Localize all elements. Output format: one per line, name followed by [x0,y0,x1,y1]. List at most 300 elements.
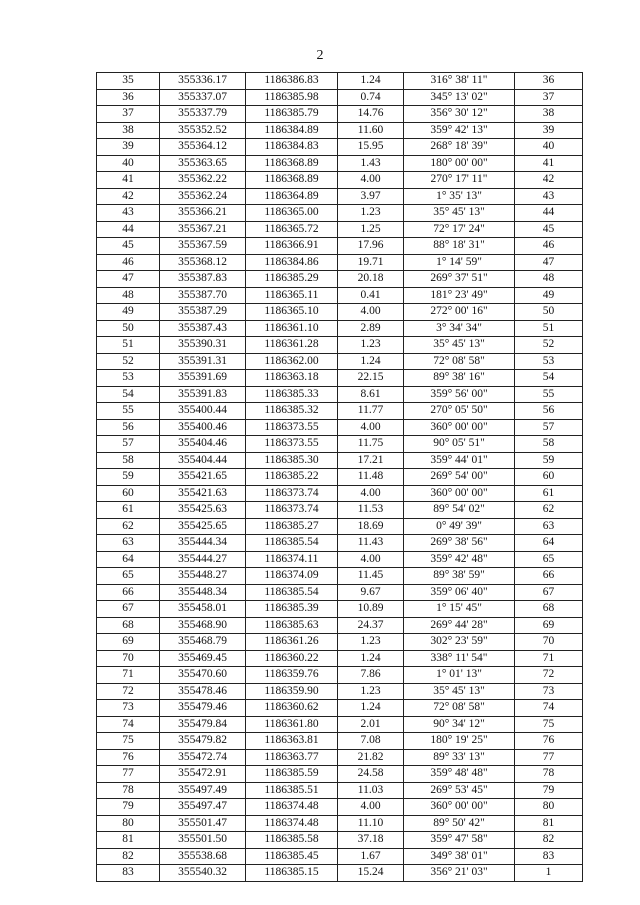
y-coordinate-cell: 1186374.48 [246,815,338,832]
point-from-cell: 38 [97,122,160,139]
x-coordinate-cell: 355367.59 [160,238,246,255]
point-to-cell: 47 [515,254,583,271]
table-row [97,188,583,205]
bearing-cell: 180° 19' 25" [404,733,515,750]
table-row [97,469,583,486]
table-row [97,799,583,816]
y-coordinate-cell: 1186385.58 [246,832,338,849]
point-to-cell: 48 [515,271,583,288]
distance-cell: 7.86 [338,667,404,684]
point-from-cell: 72 [97,683,160,700]
point-from-cell: 78 [97,782,160,799]
bearing-cell: 1° 15' 45" [404,601,515,618]
bearing-cell: 359° 42' 48" [404,551,515,568]
y-coordinate-cell: 1186368.89 [246,155,338,172]
bearing-cell: 345° 13' 02" [404,89,515,106]
x-coordinate-cell: 355501.47 [160,815,246,832]
table-row [97,320,583,337]
point-to-cell: 69 [515,617,583,634]
point-to-cell: 42 [515,172,583,189]
distance-cell: 11.77 [338,403,404,420]
bearing-cell: 3° 34' 34" [404,320,515,337]
point-from-cell: 59 [97,469,160,486]
x-coordinate-cell: 355497.47 [160,799,246,816]
bearing-cell: 72° 08' 58" [404,353,515,370]
bearing-cell: 269° 38' 56" [404,535,515,552]
point-to-cell: 38 [515,106,583,123]
y-coordinate-cell: 1186363.77 [246,749,338,766]
bearing-cell: 1° 14' 59" [404,254,515,271]
y-coordinate-cell: 1186360.22 [246,650,338,667]
bearing-cell: 359° 44' 01" [404,452,515,469]
y-coordinate-cell: 1186361.28 [246,337,338,354]
distance-cell: 1.24 [338,650,404,667]
bearing-cell: 359° 56' 00" [404,386,515,403]
table-row [97,89,583,106]
y-coordinate-cell: 1186385.29 [246,271,338,288]
bearing-cell: 72° 17' 24" [404,221,515,238]
point-from-cell: 57 [97,436,160,453]
y-coordinate-cell: 1186365.00 [246,205,338,222]
point-from-cell: 62 [97,518,160,535]
table-row [97,205,583,222]
distance-cell: 18.69 [338,518,404,535]
point-to-cell: 65 [515,551,583,568]
table-row [97,848,583,865]
y-coordinate-cell: 1186374.09 [246,568,338,585]
y-coordinate-cell: 1186363.81 [246,733,338,750]
x-coordinate-cell: 355497.49 [160,782,246,799]
x-coordinate-cell: 355479.82 [160,733,246,750]
point-from-cell: 75 [97,733,160,750]
x-coordinate-cell: 355468.90 [160,617,246,634]
point-to-cell: 56 [515,403,583,420]
x-coordinate-cell: 355367.21 [160,221,246,238]
point-from-cell: 45 [97,238,160,255]
point-from-cell: 51 [97,337,160,354]
point-from-cell: 81 [97,832,160,849]
table-row [97,287,583,304]
x-coordinate-cell: 355337.07 [160,89,246,106]
table-row [97,73,583,90]
distance-cell: 0.74 [338,89,404,106]
distance-cell: 11.43 [338,535,404,552]
point-from-cell: 79 [97,799,160,816]
point-from-cell: 43 [97,205,160,222]
page-number: 2 [316,48,324,63]
point-from-cell: 63 [97,535,160,552]
y-coordinate-cell: 1186385.79 [246,106,338,123]
bearing-cell: 302° 23' 59" [404,634,515,651]
bearing-cell: 359° 42' 13" [404,122,515,139]
point-to-cell: 57 [515,419,583,436]
x-coordinate-cell: 355479.84 [160,716,246,733]
y-coordinate-cell: 1186385.22 [246,469,338,486]
point-to-cell: 81 [515,815,583,832]
distance-cell: 4.00 [338,419,404,436]
distance-cell: 8.61 [338,386,404,403]
bearing-cell: 1° 35' 13" [404,188,515,205]
y-coordinate-cell: 1186368.89 [246,172,338,189]
table-row [97,254,583,271]
x-coordinate-cell: 355540.32 [160,865,246,882]
distance-cell: 2.89 [338,320,404,337]
y-coordinate-cell: 1186373.55 [246,419,338,436]
point-from-cell: 74 [97,716,160,733]
table-row [97,832,583,849]
point-from-cell: 52 [97,353,160,370]
y-coordinate-cell: 1186385.54 [246,535,338,552]
y-coordinate-cell: 1186374.48 [246,799,338,816]
point-from-cell: 50 [97,320,160,337]
table-row [97,700,583,717]
point-to-cell: 63 [515,518,583,535]
distance-cell: 0.41 [338,287,404,304]
point-from-cell: 73 [97,700,160,717]
x-coordinate-cell: 355363.65 [160,155,246,172]
point-from-cell: 77 [97,766,160,783]
x-coordinate-cell: 355337.79 [160,106,246,123]
x-coordinate-cell: 355478.46 [160,683,246,700]
bearing-cell: 269° 37' 51" [404,271,515,288]
table-row [97,452,583,469]
y-coordinate-cell: 1186359.90 [246,683,338,700]
bearing-cell: 269° 54' 00" [404,469,515,486]
distance-cell: 20.18 [338,271,404,288]
y-coordinate-cell: 1186359.76 [246,667,338,684]
table-row [97,139,583,156]
y-coordinate-cell: 1186365.72 [246,221,338,238]
table-row [97,650,583,667]
y-coordinate-cell: 1186385.15 [246,865,338,882]
bearing-cell: 272° 00' 16" [404,304,515,321]
table-row [97,502,583,519]
x-coordinate-cell: 355479.46 [160,700,246,717]
x-coordinate-cell: 355391.83 [160,386,246,403]
y-coordinate-cell: 1186385.54 [246,584,338,601]
point-to-cell: 82 [515,832,583,849]
bearing-cell: 89° 50' 42" [404,815,515,832]
bearing-cell: 359° 06' 40" [404,584,515,601]
y-coordinate-cell: 1186361.10 [246,320,338,337]
y-coordinate-cell: 1186361.26 [246,634,338,651]
point-from-cell: 69 [97,634,160,651]
distance-cell: 1.24 [338,353,404,370]
x-coordinate-cell: 355387.43 [160,320,246,337]
bearing-cell: 270° 17' 11" [404,172,515,189]
table-row [97,172,583,189]
x-coordinate-cell: 355448.34 [160,584,246,601]
bearing-cell: 35° 45' 13" [404,683,515,700]
bearing-cell: 359° 47' 58" [404,832,515,849]
distance-cell: 1.67 [338,848,404,865]
y-coordinate-cell: 1186365.11 [246,287,338,304]
x-coordinate-cell: 355444.34 [160,535,246,552]
point-from-cell: 54 [97,386,160,403]
x-coordinate-cell: 355364.12 [160,139,246,156]
point-to-cell: 58 [515,436,583,453]
bearing-cell: 90° 05' 51" [404,436,515,453]
y-coordinate-cell: 1186364.89 [246,188,338,205]
bearing-cell: 181° 23' 49" [404,287,515,304]
bearing-cell: 360° 00' 00" [404,799,515,816]
point-from-cell: 47 [97,271,160,288]
distance-cell: 7.08 [338,733,404,750]
point-to-cell: 73 [515,683,583,700]
point-to-cell: 76 [515,733,583,750]
table-row [97,568,583,585]
point-to-cell: 51 [515,320,583,337]
point-from-cell: 65 [97,568,160,585]
y-coordinate-cell: 1186373.74 [246,485,338,502]
x-coordinate-cell: 355391.31 [160,353,246,370]
point-from-cell: 76 [97,749,160,766]
point-to-cell: 45 [515,221,583,238]
distance-cell: 21.82 [338,749,404,766]
bearing-cell: 349° 38' 01" [404,848,515,865]
x-coordinate-cell: 355362.24 [160,188,246,205]
point-from-cell: 49 [97,304,160,321]
table-row [97,766,583,783]
bearing-cell: 88° 18' 31" [404,238,515,255]
y-coordinate-cell: 1186366.91 [246,238,338,255]
distance-cell: 11.60 [338,122,404,139]
x-coordinate-cell: 355400.44 [160,403,246,420]
point-from-cell: 82 [97,848,160,865]
distance-cell: 3.97 [338,188,404,205]
point-to-cell: 36 [515,73,583,90]
table-row [97,238,583,255]
distance-cell: 1.25 [338,221,404,238]
distance-cell: 11.48 [338,469,404,486]
point-from-cell: 60 [97,485,160,502]
point-to-cell: 54 [515,370,583,387]
x-coordinate-cell: 355404.44 [160,452,246,469]
point-to-cell: 41 [515,155,583,172]
bearing-cell: 269° 44' 28" [404,617,515,634]
table-row [97,221,583,238]
x-coordinate-cell: 355387.83 [160,271,246,288]
table-row [97,733,583,750]
distance-cell: 10.89 [338,601,404,618]
bearing-cell: 89° 38' 16" [404,370,515,387]
point-from-cell: 53 [97,370,160,387]
point-to-cell: 64 [515,535,583,552]
bearing-cell: 360° 00' 00" [404,419,515,436]
point-from-cell: 44 [97,221,160,238]
table-row [97,551,583,568]
point-from-cell: 70 [97,650,160,667]
x-coordinate-cell: 355444.27 [160,551,246,568]
distance-cell: 11.45 [338,568,404,585]
bearing-cell: 89° 33' 13" [404,749,515,766]
y-coordinate-cell: 1186385.33 [246,386,338,403]
point-to-cell: 68 [515,601,583,618]
point-to-cell: 44 [515,205,583,222]
point-from-cell: 48 [97,287,160,304]
distance-cell: 1.43 [338,155,404,172]
coordinates-table [96,72,583,882]
x-coordinate-cell: 355468.79 [160,634,246,651]
point-from-cell: 35 [97,73,160,90]
x-coordinate-cell: 355368.12 [160,254,246,271]
table-row [97,304,583,321]
point-from-cell: 36 [97,89,160,106]
point-to-cell: 59 [515,452,583,469]
distance-cell: 11.10 [338,815,404,832]
x-coordinate-cell: 355472.74 [160,749,246,766]
point-from-cell: 67 [97,601,160,618]
point-to-cell: 70 [515,634,583,651]
distance-cell: 11.03 [338,782,404,799]
x-coordinate-cell: 355425.63 [160,502,246,519]
y-coordinate-cell: 1186365.10 [246,304,338,321]
bearing-cell: 270° 05' 50" [404,403,515,420]
x-coordinate-cell: 355538.68 [160,848,246,865]
point-to-cell: 49 [515,287,583,304]
x-coordinate-cell: 355387.70 [160,287,246,304]
table-row [97,535,583,552]
bearing-cell: 356° 21' 03" [404,865,515,882]
table-row [97,601,583,618]
distance-cell: 15.24 [338,865,404,882]
bearing-cell: 356° 30' 12" [404,106,515,123]
distance-cell: 4.00 [338,304,404,321]
bearing-cell: 359° 48' 48" [404,766,515,783]
table-row [97,271,583,288]
x-coordinate-cell: 355404.46 [160,436,246,453]
distance-cell: 1.23 [338,683,404,700]
point-to-cell: 83 [515,848,583,865]
distance-cell: 1.24 [338,700,404,717]
distance-cell: 4.00 [338,172,404,189]
table-row [97,865,583,882]
bearing-cell: 268° 18' 39" [404,139,515,156]
x-coordinate-cell: 355425.65 [160,518,246,535]
table-row [97,518,583,535]
bearing-cell: 1° 01' 13" [404,667,515,684]
point-to-cell: 39 [515,122,583,139]
bearing-cell: 338° 11' 54" [404,650,515,667]
distance-cell: 22.15 [338,370,404,387]
distance-cell: 11.75 [338,436,404,453]
distance-cell: 17.96 [338,238,404,255]
x-coordinate-cell: 355472.91 [160,766,246,783]
point-to-cell: 52 [515,337,583,354]
distance-cell: 14.76 [338,106,404,123]
point-from-cell: 71 [97,667,160,684]
y-coordinate-cell: 1186385.51 [246,782,338,799]
bearing-cell: 72° 08' 58" [404,700,515,717]
table-row [97,667,583,684]
y-coordinate-cell: 1186385.59 [246,766,338,783]
bearing-cell: 35° 45' 13" [404,205,515,222]
distance-cell: 1.23 [338,634,404,651]
point-to-cell: 80 [515,799,583,816]
point-from-cell: 40 [97,155,160,172]
y-coordinate-cell: 1186384.86 [246,254,338,271]
x-coordinate-cell: 355352.52 [160,122,246,139]
table-row [97,584,583,601]
table-row [97,683,583,700]
x-coordinate-cell: 355390.31 [160,337,246,354]
y-coordinate-cell: 1186385.45 [246,848,338,865]
x-coordinate-cell: 355362.22 [160,172,246,189]
point-from-cell: 66 [97,584,160,601]
distance-cell: 24.58 [338,766,404,783]
y-coordinate-cell: 1186386.83 [246,73,338,90]
table-row [97,815,583,832]
point-from-cell: 42 [97,188,160,205]
bearing-cell: 89° 54' 02" [404,502,515,519]
point-to-cell: 74 [515,700,583,717]
distance-cell: 1.23 [338,205,404,222]
point-to-cell: 71 [515,650,583,667]
distance-cell: 4.00 [338,551,404,568]
point-from-cell: 61 [97,502,160,519]
x-coordinate-cell: 355470.60 [160,667,246,684]
table-row [97,749,583,766]
point-from-cell: 37 [97,106,160,123]
x-coordinate-cell: 355421.65 [160,469,246,486]
table-row [97,617,583,634]
bearing-cell: 269° 53' 45" [404,782,515,799]
distance-cell: 2.01 [338,716,404,733]
point-to-cell: 75 [515,716,583,733]
point-to-cell: 43 [515,188,583,205]
x-coordinate-cell: 355391.69 [160,370,246,387]
point-from-cell: 55 [97,403,160,420]
point-to-cell: 37 [515,89,583,106]
y-coordinate-cell: 1186385.32 [246,403,338,420]
table-row [97,337,583,354]
table-row [97,634,583,651]
point-to-cell: 77 [515,749,583,766]
point-to-cell: 1 [515,865,583,882]
bearing-cell: 180° 00' 00" [404,155,515,172]
distance-cell: 4.00 [338,485,404,502]
distance-cell: 1.23 [338,337,404,354]
distance-cell: 15.95 [338,139,404,156]
point-from-cell: 64 [97,551,160,568]
point-from-cell: 80 [97,815,160,832]
distance-cell: 1.24 [338,73,404,90]
table-row [97,782,583,799]
bearing-cell: 35° 45' 13" [404,337,515,354]
point-from-cell: 83 [97,865,160,882]
point-to-cell: 67 [515,584,583,601]
point-to-cell: 79 [515,782,583,799]
point-from-cell: 58 [97,452,160,469]
table-row [97,106,583,123]
point-to-cell: 53 [515,353,583,370]
point-to-cell: 55 [515,386,583,403]
y-coordinate-cell: 1186384.83 [246,139,338,156]
table-row [97,155,583,172]
y-coordinate-cell: 1186385.30 [246,452,338,469]
distance-cell: 4.00 [338,799,404,816]
x-coordinate-cell: 355448.27 [160,568,246,585]
y-coordinate-cell: 1186385.27 [246,518,338,535]
point-to-cell: 66 [515,568,583,585]
point-to-cell: 72 [515,667,583,684]
x-coordinate-cell: 355400.46 [160,419,246,436]
bearing-cell: 90° 34' 12" [404,716,515,733]
x-coordinate-cell: 355387.29 [160,304,246,321]
distance-cell: 11.53 [338,502,404,519]
point-to-cell: 60 [515,469,583,486]
y-coordinate-cell: 1186361.80 [246,716,338,733]
